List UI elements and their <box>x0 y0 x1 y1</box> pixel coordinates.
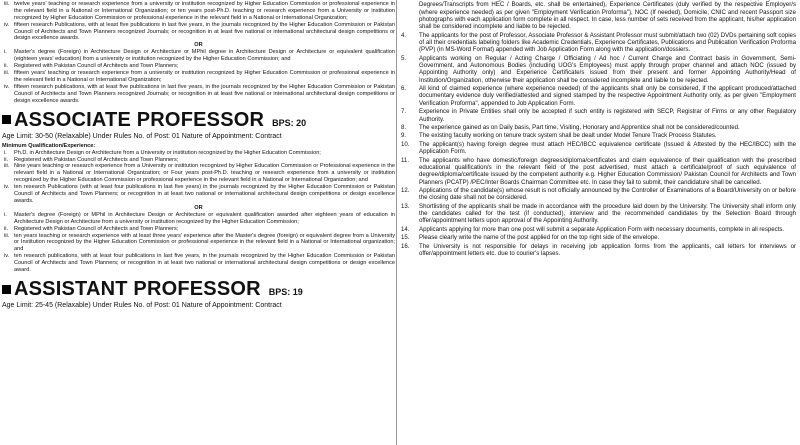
item-number: iv. <box>4 21 10 28</box>
item-number: i. <box>4 211 7 218</box>
list-item <box>2 22 395 43</box>
item-number: 7. <box>401 108 407 116</box>
item-number: 12. <box>401 187 410 195</box>
item-number: iii. <box>4 163 10 170</box>
item-text: Applicants applying for more than one post will submit a separate Application Form with necessary documents, complete in all respects. <box>419 225 785 233</box>
list-item <box>400 85 796 107</box>
item-text: ten years teaching or research experience with at least three years' experience after the Master's degree (foreign) or equivalent degree from a University or Institution recognized by the Higher Education Commission or professional experience in the relevant field in a National or International organization; and <box>14 232 395 253</box>
list-item <box>400 243 796 258</box>
item-number: ii. <box>4 156 9 163</box>
associate-professor-title: ASSOCIATE PROFESSOR <box>14 108 265 131</box>
item-text: The applicants who have domestic/foreign degrees/diploma/certificates and claim equivalence of their qualification with the prescribed educational qualification/s in the relevant field of the post advertised, must attach a certificate/proof of such equivalence of degree/diploma/certificate issued by the competent authority e.g. Higher Education Commission/ Pakistan Council for Architects and Town Planners (PCATP) /PEC/Inter Boards Chairman Committee etc. In case they fail to submit, their candidature shall be cancelled. <box>419 156 796 186</box>
list-item <box>2 70 395 84</box>
square-bullet-icon <box>2 115 11 124</box>
item-text: Applicants working on Regular / Acting Charge / Officiating / Ad hoc / Current Charge and Contract basis in Government, Semi-Government, and Autonomous Bodies (including UOG's Employees) must apply through proper channel and attach NOC (issued by Appointing Authority only) and Experience Certificate/s issued from their present and former Appointing Authority/Head of Institution/Organization, otherwise their application shall be considered incomplete and liable to be rejected. <box>419 54 796 84</box>
item-number: 15. <box>401 234 410 242</box>
list-item <box>400 157 796 186</box>
item-text: Nine years teaching or research experience from a University or institution recognized by Higher Education Commission or Professional experience in the relevant field in a National or International Organization; or Four years post-Ph.D. teaching or research experience from a university or institution recognized by the Higher Education Commission or professional experience in the relevant field in a National or International Organization; and <box>14 163 395 184</box>
list-item <box>2 163 395 184</box>
list-item <box>2 49 395 63</box>
item-text: Applications of the candidate(s) whose result is not officially announced by the Controller of Examinations of a Board/University on or before the closing date shall not be considered. <box>419 187 796 202</box>
square-bullet-icon <box>2 285 11 294</box>
item-number: 16. <box>401 242 410 250</box>
list-item <box>2 157 395 164</box>
item-text: fifteen years' teaching or research experience from a university or institution recognized by Higher Education Commission or professional experience in the relevant field in a National or International Organization; <box>14 70 395 83</box>
item-text: Please clearly write the name of the post applied for on the top right side of the envelope. <box>419 234 660 242</box>
item-number: 4. <box>401 31 407 39</box>
item-text: ten research publications, with at least four publications in last five years, in the journals recognized by the Higher Education Commission or Pakistan Council of Architects and Town Planners; or recognition in at least two national or international architectural design competitions or design excellence award. <box>14 253 395 274</box>
list-item <box>2 150 395 157</box>
list-item <box>2 184 395 205</box>
list-item <box>2 253 395 274</box>
item-number: 13. <box>401 202 410 210</box>
assistant-professor-bps: BPS: 19 <box>268 287 303 297</box>
item-number: 14. <box>401 225 410 233</box>
assistant-professor-heading <box>2 278 395 300</box>
item-number: iv. <box>4 253 10 260</box>
general-conditions-list <box>400 0 796 259</box>
item-text: The applicant(s) having foreign degree must attach HEC/IBCC equivalence certificate (Issued & Attested by the HEC/IBCC) with the Application Form. <box>419 140 796 156</box>
item-text: Registered with Pakistan Council of Architects and Town Planners; <box>14 156 179 163</box>
item-text: fifteen research publications, with at least five publications in last five years, in the journals recognized by the Higher Education Commission or Pakistan Council of Architects and Town Planners recognized Journals; or recognition in at least five national or international architectural design competitions or design excellence awards. <box>14 83 395 104</box>
assistant-professor-title: ASSISTANT PROFESSOR <box>14 278 261 300</box>
item-text: Registered with Pakistan Council of Architects and Town Planners; <box>14 63 179 70</box>
item-number: 8. <box>401 123 407 131</box>
item-number: iii. <box>4 232 10 239</box>
item-number: iii. <box>4 0 10 7</box>
item-text: Master's degree (Foreign) or MPhil in Architecture Design or Architecture or equivalent qualification awarded after eighteen years of education in Architecture Design or Architecture from a university or institution recognized by the Higher Education Commission; <box>14 211 395 225</box>
left-column <box>2 0 395 312</box>
item-text: The existing faculty working on tenure track system shall be dealt under Model Tenure Track Process Statutes. <box>419 132 717 140</box>
or-separator: OR <box>194 42 203 49</box>
item-text: Degrees/Transcripts from HEC / Boards, etc. shall be entertained), Experience Certificates (duly verified by the respective Employer/s (where experience needed) as per given "Employment Verification Proforma"), NOC (If needed), Domicile, CNIC and recent Passport size photographs with each application form complete in all respect. In case, less number of sets received from the applicant, his/her application shall be considered incomplete and liable to be rejected. <box>419 1 796 31</box>
item-number: 10. <box>401 140 410 148</box>
list-item <box>2 1 395 22</box>
list-item <box>400 234 796 241</box>
list-item <box>400 141 796 156</box>
item-number: 9. <box>401 132 407 140</box>
list-item <box>400 0 796 30</box>
item-text: twelve years' teaching or research experience from a university or institution recognized by Higher Education Commission or professional experience in the relevant field in a National or International Organization; or ten years post-Ph.D. teaching or research experience from a University or institution recognized by Higher Education Commission or professional experience in the relevant field in a National or International Organization; <box>14 0 395 21</box>
right-column <box>400 0 796 259</box>
item-number: i. <box>4 149 7 156</box>
item-number: 5. <box>401 54 407 62</box>
associate-min-qualification-label: Minimum Qualification/Experience: <box>2 142 96 149</box>
item-text: fifteen research Publications, with at least five publications in last five years, in the journals recognized by the Higher Education Commission or Pakistan Council of Architects and Town Planners recognized Journals; or recognition in at least five national or international architectural design competitions or design excellence awards. <box>14 21 395 42</box>
list-item <box>400 32 796 54</box>
item-number: 11. <box>401 156 410 164</box>
item-text: Registered with Pakistan Council of Architects and Town Planners; <box>14 225 179 232</box>
item-text: The applicants for the post of Professor, Associate Professor & Assistant Professor must submit/attach two (02) DVDs pertaining soft copies of all their credentials labeling folders like Academic Credentials, Experience Certificates, Publications and Publication Verification Proforma (PVP) (in MS-Word Format) appended with Job Application Form along with the application/dossiers. <box>419 31 796 54</box>
item-number: i. <box>4 49 7 56</box>
list-item <box>2 63 395 70</box>
list-item <box>2 84 395 105</box>
associate-professor-bps: BPS: 20 <box>272 117 307 128</box>
associate-criteria-list <box>2 150 395 274</box>
assistant-professor-age-limit: Age Limit: 25-45 (Relaxable) Under Rules No. of Post: 01 Nature of Appointment: Contract <box>2 302 282 309</box>
item-number: iv. <box>4 184 10 191</box>
associate-professor-age-limit: Age Limit: 30-50 (Relaxable) Under Rules No. of Post: 01 Nature of Appointment: Contract <box>2 132 282 140</box>
list-item <box>400 226 796 233</box>
professor-criteria-list <box>2 0 395 105</box>
item-text: The University is not responsible for delays in receiving job application forms from the applicants, call letters for interviews or offer/appointment letters etc. due to courier's lapses. <box>419 242 796 258</box>
item-number: ii. <box>4 225 9 232</box>
list-item <box>400 108 796 123</box>
or-separator: OR <box>194 204 203 211</box>
list-item <box>2 212 395 226</box>
item-text: Master's degree (Foreign) in Architecture Design or Architecture or MPhil degree in Architecture Design or Architecture or equivalent qualification (eighteen years' education) from a university or institution recognized by the Higher Education Commission; and <box>14 49 395 63</box>
item-text: The experience gained as on Daily basis, Part time, Visiting, Honorary and Apprentice shall not be considered/counted. <box>419 123 740 131</box>
list-item <box>2 233 395 254</box>
column-divider <box>396 0 397 445</box>
item-number: ii. <box>4 63 9 70</box>
associate-professor-heading <box>2 109 395 131</box>
item-number: 6. <box>401 85 407 93</box>
list-item <box>400 124 796 131</box>
item-text: Ph.D. in Architecture Design or Architecture from a University or institution recognized by the Higher Education Commission; <box>14 149 321 156</box>
item-number: iv. <box>4 83 10 90</box>
list-item <box>400 187 796 202</box>
item-text: All kind of claimed experience (where experience needed) of the applicants shall only be considered, if the applicant produced/attached documentary evidence duly verified/attested and signed stamped by the respective Appointment Authority only, as per given "Employment Verification Proforma", appended to Job Application Form. <box>419 85 796 107</box>
item-number: iii. <box>4 70 10 77</box>
item-text: Experience in Private Entities shall only be accepted if such entity is registered with SECP, Registrar of Firms or any other Regulatory Authority. <box>419 108 796 123</box>
list-item <box>400 203 796 225</box>
list-item <box>400 55 796 84</box>
item-text: Shortlisting of the applicants shall be made in accordance with the procedure laid down by the University. The University shall inform only the candidates called for the test (if conducted), interview and the recommended candidates by the Selection Board through offer/appointment letters upon approval of the Appointing Authority. <box>419 202 796 225</box>
item-text: ten research Publications (with at least four publications in last five years) in the journals recognized by the Higher Education Commission or Pakistan Council of Architects and Town Planners; or recognition in at least two national or international architectural design competitions or design excellence awards. <box>14 184 395 204</box>
list-item <box>400 132 796 139</box>
list-item <box>2 226 395 233</box>
